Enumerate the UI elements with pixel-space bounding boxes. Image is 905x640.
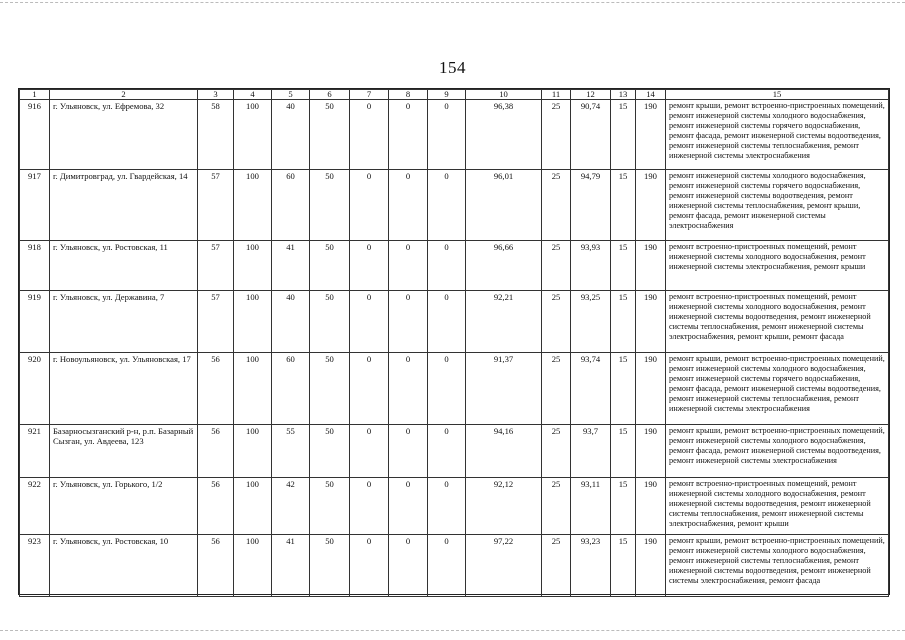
value-cell-col-14: 190 — [636, 425, 666, 478]
value-cell-col-7: 0 — [350, 170, 389, 241]
repair-works-cell: ремонт встроенно-пристроенных помещений, ремонт инженерной системы холодного водоснабжения, ремонт инженерной системы водоотведения, ремонт инженерной системы теплоснабжения, ремонт инженерной системы электроснабжения, ремонт крыши — [666, 478, 889, 535]
value-cell-col-8: 0 — [389, 478, 428, 535]
repair-works-cell: ремонт крыши, ремонт встроенно-пристроенных помещений, ремонт инженерной системы холодного водоснабжения, ремонт фасада, ремонт инженерной системы водоотведения, ремонт инженерной системы электроснабжения — [666, 425, 889, 478]
value-cell-col-12: 93,74 — [571, 353, 611, 425]
column-header-7: 7 — [350, 90, 389, 100]
column-header-9: 9 — [428, 90, 466, 100]
value-cell-col-10: 92,21 — [466, 291, 542, 353]
value-cell-col-14: 190 — [636, 170, 666, 241]
column-number-header — [20, 90, 889, 100]
value-cell-col-5: 42 — [272, 478, 310, 535]
row-number-cell: 922 — [20, 478, 50, 535]
value-cell-col-8: 0 — [389, 241, 428, 291]
value-cell-col-5: 60 — [272, 170, 310, 241]
value-cell-col-7: 0 — [350, 100, 389, 170]
value-cell-col-3: 57 — [198, 241, 234, 291]
value-cell-col-9: 0 — [428, 425, 466, 478]
row-number-cell: 919 — [20, 291, 50, 353]
value-cell-col-12: 93,7 — [571, 425, 611, 478]
row-number-cell: 918 — [20, 241, 50, 291]
column-header-10: 10 — [466, 90, 542, 100]
value-cell-col-6: 50 — [310, 535, 350, 597]
value-cell-col-14: 190 — [636, 291, 666, 353]
value-cell-col-10: 96,38 — [466, 100, 542, 170]
address-cell: г. Ульяновск, ул. Ростовская, 11 — [50, 241, 198, 291]
value-cell-col-14: 190 — [636, 100, 666, 170]
value-cell-col-9: 0 — [428, 353, 466, 425]
value-cell-col-5: 40 — [272, 291, 310, 353]
value-cell-col-6: 50 — [310, 241, 350, 291]
value-cell-col-10: 94,16 — [466, 425, 542, 478]
address-cell: Базарносызганский р-н, р.п. Базарный Сызган, ул. Авдеева, 123 — [50, 425, 198, 478]
value-cell-col-7: 0 — [350, 478, 389, 535]
value-cell-col-8: 0 — [389, 353, 428, 425]
value-cell-col-10: 96,66 — [466, 241, 542, 291]
value-cell-col-13: 15 — [611, 425, 636, 478]
value-cell-col-3: 56 — [198, 478, 234, 535]
table-row — [20, 425, 889, 478]
value-cell-col-4: 100 — [234, 535, 272, 597]
value-cell-col-6: 50 — [310, 291, 350, 353]
value-cell-col-9: 0 — [428, 291, 466, 353]
value-cell-col-14: 190 — [636, 478, 666, 535]
value-cell-col-11: 25 — [542, 535, 571, 597]
value-cell-col-13: 15 — [611, 100, 636, 170]
scan-edge-bottom — [0, 630, 905, 633]
repair-program-table — [19, 89, 889, 597]
value-cell-col-9: 0 — [428, 241, 466, 291]
value-cell-col-12: 93,93 — [571, 241, 611, 291]
column-header-5: 5 — [272, 90, 310, 100]
scan-edge-top — [0, 2, 905, 5]
address-cell: г. Ульяновск, ул. Державина, 7 — [50, 291, 198, 353]
value-cell-col-6: 50 — [310, 353, 350, 425]
repair-works-cell: ремонт инженерной системы холодного водоснабжения, ремонт инженерной системы горячего водоснабжения, ремонт инженерной системы водоотведения, ремонт инженерной системы теплоснабжения, ремонт крыши, ремонт фасада, ремонт инженерной системы электроснабжения — [666, 170, 889, 241]
value-cell-col-3: 56 — [198, 535, 234, 597]
value-cell-col-14: 190 — [636, 353, 666, 425]
value-cell-col-10: 92,12 — [466, 478, 542, 535]
row-number-cell: 916 — [20, 100, 50, 170]
value-cell-col-10: 97,22 — [466, 535, 542, 597]
table-row — [20, 535, 889, 597]
value-cell-col-9: 0 — [428, 100, 466, 170]
value-cell-col-5: 41 — [272, 241, 310, 291]
address-cell: г. Ульяновск, ул. Горького, 1/2 — [50, 478, 198, 535]
column-header-14: 14 — [636, 90, 666, 100]
column-header-12: 12 — [571, 90, 611, 100]
value-cell-col-4: 100 — [234, 291, 272, 353]
value-cell-col-7: 0 — [350, 291, 389, 353]
value-cell-col-9: 0 — [428, 535, 466, 597]
value-cell-col-14: 190 — [636, 241, 666, 291]
column-header-1: 1 — [20, 90, 50, 100]
value-cell-col-6: 50 — [310, 478, 350, 535]
document-frame — [18, 88, 890, 595]
value-cell-col-3: 56 — [198, 353, 234, 425]
value-cell-col-11: 25 — [542, 170, 571, 241]
row-number-cell: 920 — [20, 353, 50, 425]
value-cell-col-5: 55 — [272, 425, 310, 478]
value-cell-col-4: 100 — [234, 425, 272, 478]
value-cell-col-13: 15 — [611, 241, 636, 291]
value-cell-col-11: 25 — [542, 241, 571, 291]
value-cell-col-8: 0 — [389, 100, 428, 170]
repair-works-cell: ремонт крыши, ремонт встроенно-пристроенных помещений, ремонт инженерной системы холодного водоснабжения, ремонт инженерной системы теплоснабжения, ремонт инженерной системы водоотведения, ремонт инженерной системы электроснабжения, ремонт фасада — [666, 535, 889, 597]
value-cell-col-4: 100 — [234, 241, 272, 291]
value-cell-col-11: 25 — [542, 478, 571, 535]
repair-works-cell: ремонт встроенно-пристроенных помещений, ремонт инженерной системы холодного водоснабжения, ремонт инженерной системы водоотведения, ремонт инженерной системы теплоснабжения, ремонт инженерной системы электроснабжения, ремонт крыши, ремонт фасада — [666, 291, 889, 353]
value-cell-col-13: 15 — [611, 291, 636, 353]
column-header-3: 3 — [198, 90, 234, 100]
table-row — [20, 170, 889, 241]
value-cell-col-10: 91,37 — [466, 353, 542, 425]
value-cell-col-12: 93,23 — [571, 535, 611, 597]
address-cell: г. Ульяновск, ул. Ефремова, 32 — [50, 100, 198, 170]
column-header-4: 4 — [234, 90, 272, 100]
value-cell-col-7: 0 — [350, 353, 389, 425]
column-header-8: 8 — [389, 90, 428, 100]
value-cell-col-6: 50 — [310, 170, 350, 241]
value-cell-col-12: 93,25 — [571, 291, 611, 353]
value-cell-col-8: 0 — [389, 170, 428, 241]
value-cell-col-8: 0 — [389, 425, 428, 478]
value-cell-col-4: 100 — [234, 170, 272, 241]
value-cell-col-7: 0 — [350, 535, 389, 597]
value-cell-col-12: 94,79 — [571, 170, 611, 241]
value-cell-col-9: 0 — [428, 170, 466, 241]
address-cell: г. Ульяновск, ул. Ростовская, 10 — [50, 535, 198, 597]
value-cell-col-7: 0 — [350, 425, 389, 478]
repair-works-cell: ремонт крыши, ремонт встроенно-пристроенных помещений, ремонт инженерной системы холодного водоснабжения, ремонт инженерной системы горячего водоснабжения, ремонт фасада, ремонт инженерной системы водоотведения, ремонт инженерной системы теплоснабжения, ремонт инженерной системы электроснабжения — [666, 353, 889, 425]
value-cell-col-3: 58 — [198, 100, 234, 170]
page-number: 154 — [439, 58, 466, 77]
table-row — [20, 241, 889, 291]
column-header-15: 15 — [666, 90, 889, 100]
value-cell-col-4: 100 — [234, 353, 272, 425]
repair-works-cell: ремонт крыши, ремонт встроенно-пристроенных помещений, ремонт инженерной системы холодного водоснабжения, ремонт инженерной системы горячего водоснабжения, ремонт фасада, ремонт инженерной системы водоотведения, ремонт инженерной системы теплоснабжения, ремонт инженерной системы электроснабжения — [666, 100, 889, 170]
value-cell-col-3: 57 — [198, 291, 234, 353]
row-number-cell: 917 — [20, 170, 50, 241]
address-cell: г. Димитровград, ул. Гвардейская, 14 — [50, 170, 198, 241]
value-cell-col-11: 25 — [542, 425, 571, 478]
table-row — [20, 353, 889, 425]
table-body — [20, 100, 889, 597]
value-cell-col-11: 25 — [542, 353, 571, 425]
address-cell: г. Новоульяновск, ул. Ульяновская, 17 — [50, 353, 198, 425]
value-cell-col-13: 15 — [611, 170, 636, 241]
value-cell-col-12: 93,11 — [571, 478, 611, 535]
column-header-6: 6 — [310, 90, 350, 100]
value-cell-col-13: 15 — [611, 478, 636, 535]
value-cell-col-3: 57 — [198, 170, 234, 241]
row-number-cell: 923 — [20, 535, 50, 597]
value-cell-col-6: 50 — [310, 100, 350, 170]
value-cell-col-11: 25 — [542, 291, 571, 353]
value-cell-col-14: 190 — [636, 535, 666, 597]
table-row — [20, 291, 889, 353]
value-cell-col-7: 0 — [350, 241, 389, 291]
value-cell-col-5: 60 — [272, 353, 310, 425]
value-cell-col-11: 25 — [542, 100, 571, 170]
value-cell-col-5: 41 — [272, 535, 310, 597]
value-cell-col-13: 15 — [611, 353, 636, 425]
value-cell-col-5: 40 — [272, 100, 310, 170]
value-cell-col-13: 15 — [611, 535, 636, 597]
column-header-11: 11 — [542, 90, 571, 100]
repair-works-cell: ремонт встроенно-пристроенных помещений, ремонт инженерной системы холодного водоснабжения, ремонт инженерной системы электроснабжения, ремонт крыши — [666, 241, 889, 291]
column-header-13: 13 — [611, 90, 636, 100]
column-header-2: 2 — [50, 90, 198, 100]
value-cell-col-6: 50 — [310, 425, 350, 478]
table-row — [20, 100, 889, 170]
value-cell-col-12: 90,74 — [571, 100, 611, 170]
value-cell-col-4: 100 — [234, 100, 272, 170]
value-cell-col-8: 0 — [389, 535, 428, 597]
row-number-cell: 921 — [20, 425, 50, 478]
value-cell-col-3: 56 — [198, 425, 234, 478]
value-cell-col-8: 0 — [389, 291, 428, 353]
value-cell-col-10: 96,01 — [466, 170, 542, 241]
value-cell-col-9: 0 — [428, 478, 466, 535]
value-cell-col-4: 100 — [234, 478, 272, 535]
table-row — [20, 478, 889, 535]
